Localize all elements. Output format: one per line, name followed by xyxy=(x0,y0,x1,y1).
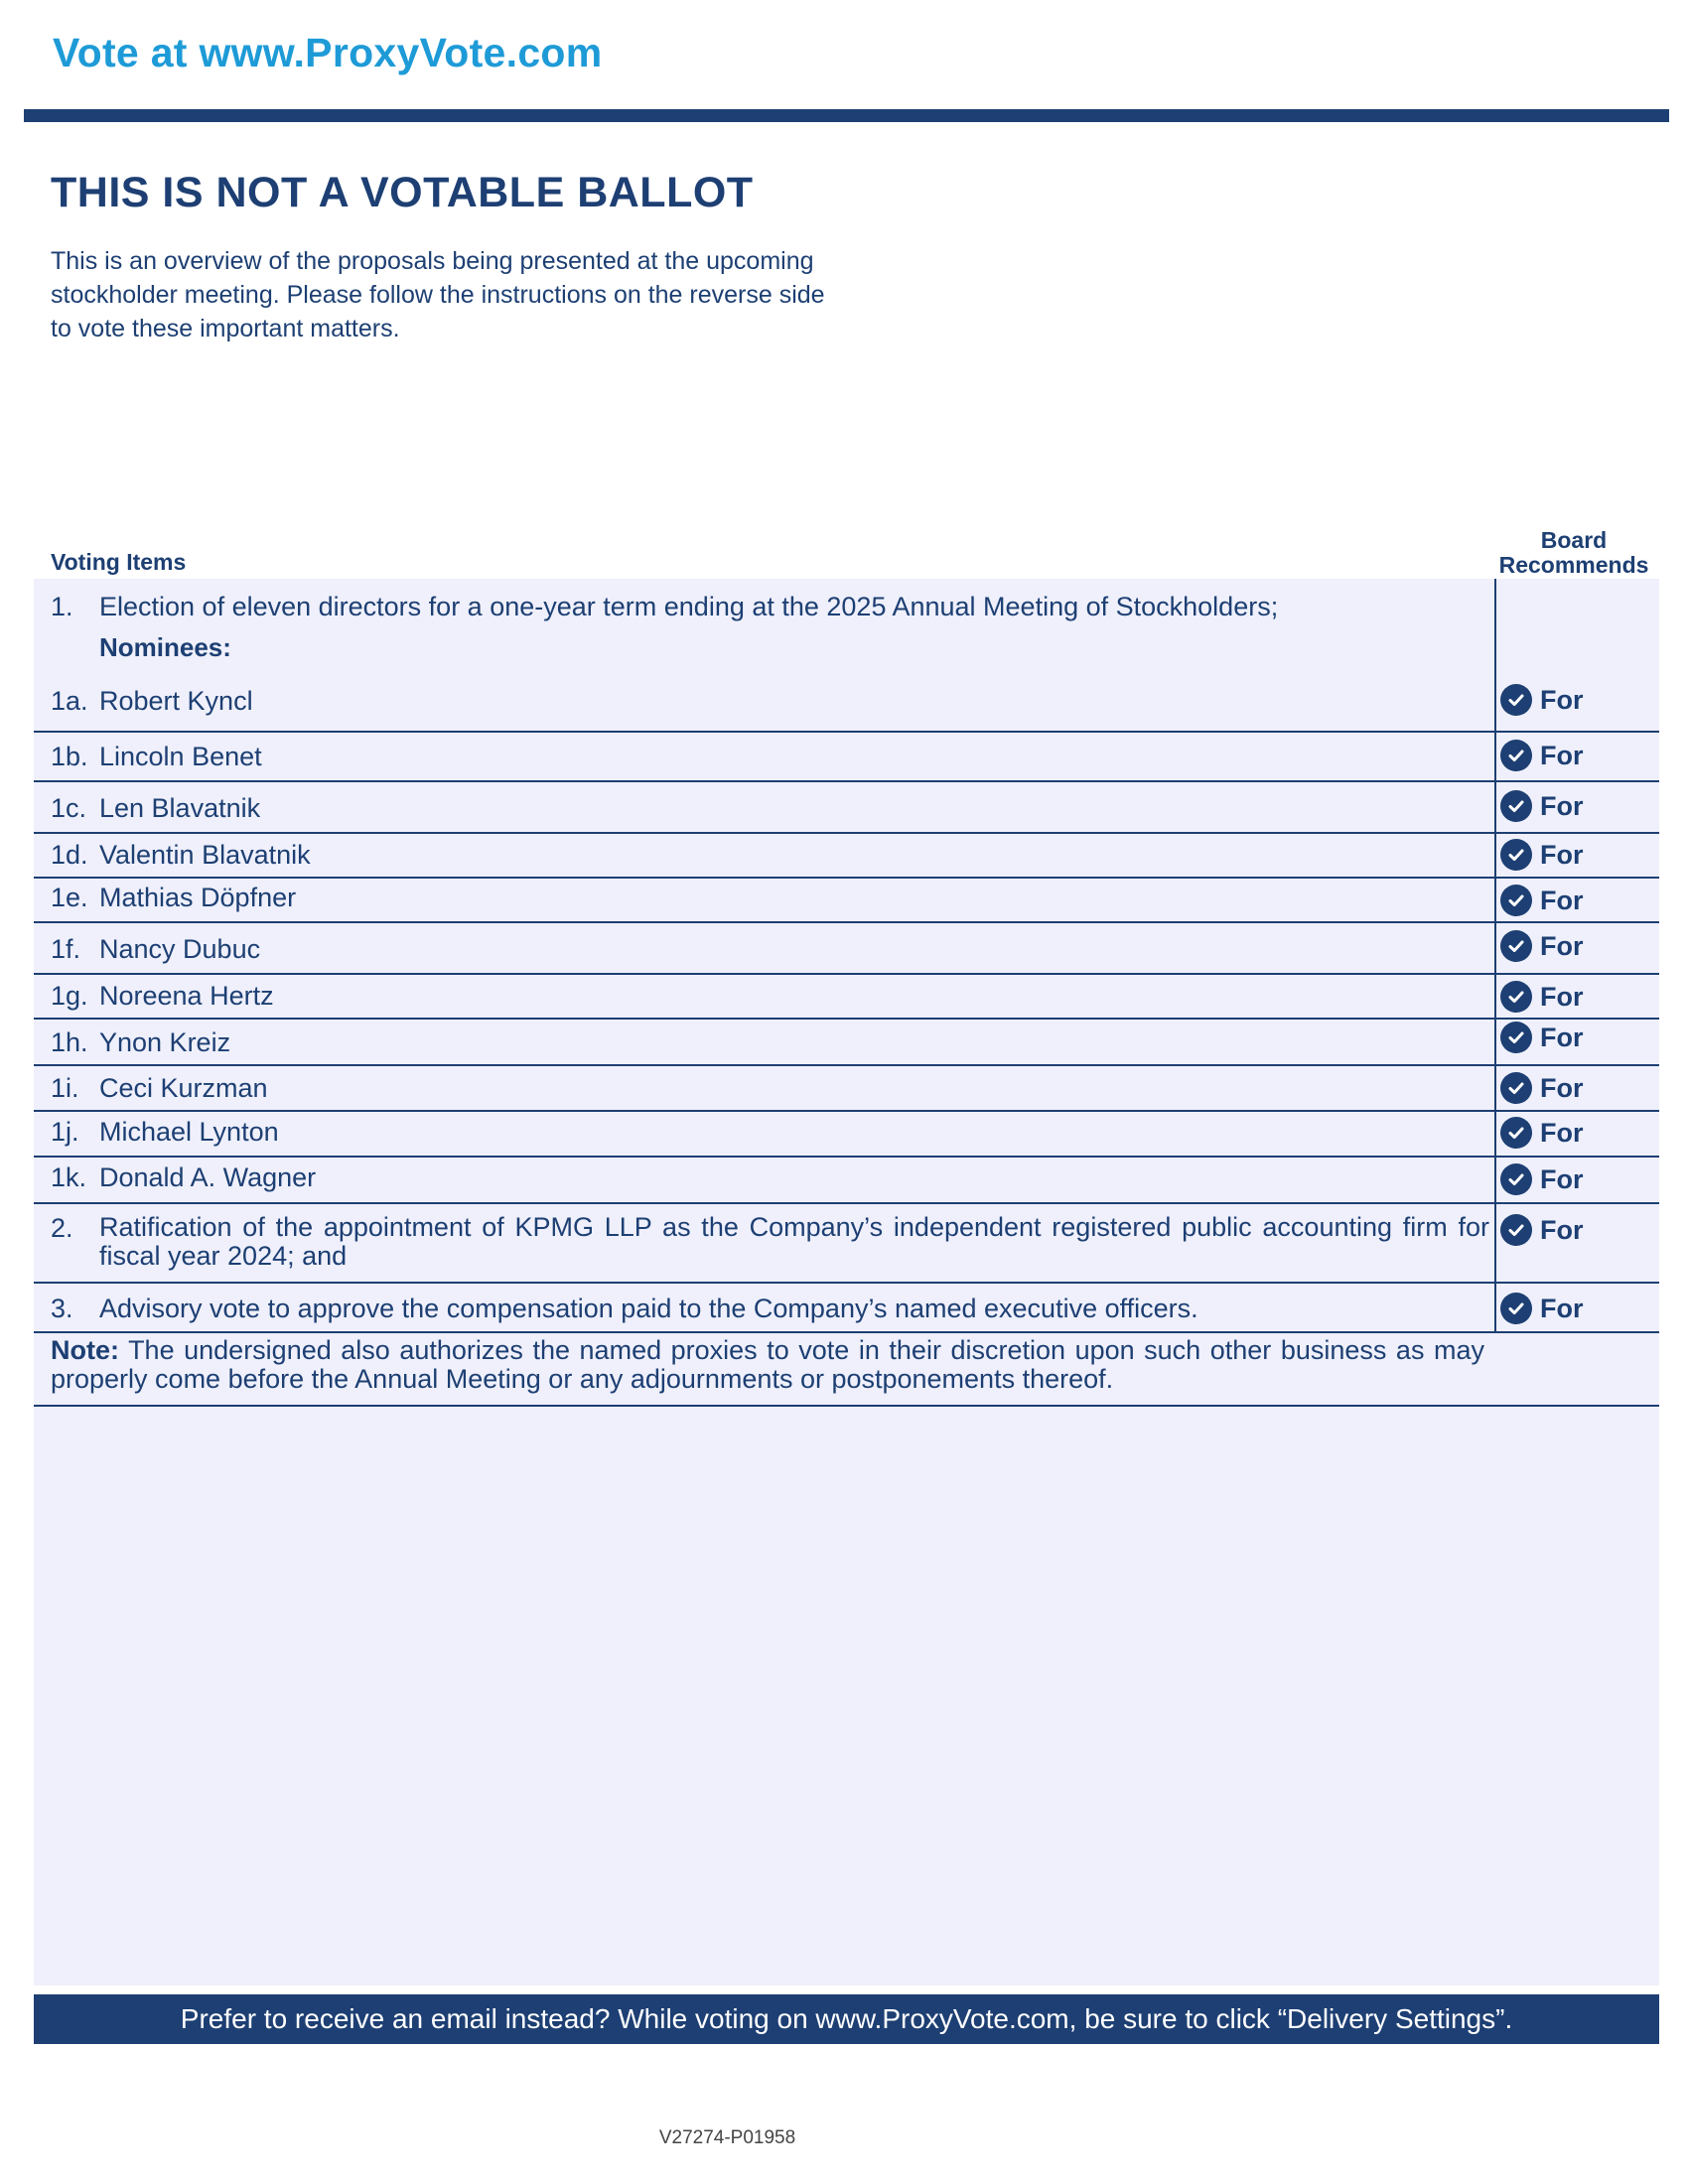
nominee-number: 1b. xyxy=(51,742,88,771)
nominee-name: Nancy Dubuc xyxy=(99,934,261,964)
nominee-name: Ynon Kreiz xyxy=(99,1027,231,1057)
board-recommendation xyxy=(1500,839,1584,871)
checkmark-icon xyxy=(1500,930,1532,962)
nominee-number: 1d. xyxy=(51,840,88,870)
proposal-number: 1. xyxy=(51,592,73,621)
board-recommendation xyxy=(1500,885,1584,916)
board-recommendation xyxy=(1500,684,1584,716)
checkmark-icon xyxy=(1500,885,1532,916)
recommendation-label: For xyxy=(1540,740,1584,770)
nominee-number: 1h. xyxy=(51,1027,88,1057)
board-column-divider xyxy=(1494,579,1496,1333)
nominee-number: 1e. xyxy=(51,883,88,912)
delivery-settings-banner: Prefer to receive an email instead? While voting on www.ProxyVote.com, be sure to click “Delivery Settings”. xyxy=(34,1994,1659,2044)
nominee-name: Valentin Blavatnik xyxy=(99,840,311,870)
nominee-number: 1g. xyxy=(51,981,88,1011)
board-recommendation xyxy=(1500,1163,1584,1195)
proposal-text: Ratification of the appointment of KPMG LLP as the Company’s independent registered public accounting firm for fiscal year 2024; and xyxy=(99,1212,1489,1271)
proposal-text: Advisory vote to approve the compensation paid to the Company’s named executive officers. xyxy=(99,1294,1198,1323)
nominee-row xyxy=(34,782,1659,834)
nominee-name: Ceci Kurzman xyxy=(99,1073,268,1103)
board-recommendation xyxy=(1500,930,1584,962)
page-title: THIS IS NOT A VOTABLE BALLOT xyxy=(51,169,754,216)
note-label: Note: xyxy=(51,1335,119,1365)
checkmark-icon xyxy=(1500,1072,1532,1104)
nominee-number: 1k. xyxy=(51,1162,87,1192)
recommendation-label: For xyxy=(1540,930,1584,961)
proposal-number: 3. xyxy=(51,1294,73,1323)
nominee-row xyxy=(34,1066,1659,1112)
nominee-number: 1a. xyxy=(51,686,88,716)
nominee-row xyxy=(34,923,1659,975)
proposal-number: 2. xyxy=(51,1213,73,1243)
nominee-name: Michael Lynton xyxy=(99,1117,279,1147)
recommendation-label: For xyxy=(1540,1022,1584,1052)
proposal-2-row xyxy=(34,1204,1659,1284)
board-recommendation xyxy=(1500,740,1584,771)
proposal-1-row xyxy=(34,579,1659,733)
note-body: The undersigned also authorizes the named proxies to vote in their discretion upon such other business as may properly come before the Annual Meeting or any adjournments or postponements thereof. xyxy=(51,1335,1484,1394)
job-code: V27274-P01958 xyxy=(658,2127,796,2148)
checkmark-icon xyxy=(1500,740,1532,771)
nominee-name: Len Blavatnik xyxy=(99,793,261,823)
board-recommendation xyxy=(1500,1293,1584,1324)
note-rule xyxy=(34,1405,1659,1407)
recommendation-label: For xyxy=(1540,981,1584,1012)
checkmark-icon xyxy=(1500,1214,1532,1246)
checkmark-icon xyxy=(1500,1117,1532,1149)
board-recommendation xyxy=(1500,981,1584,1013)
checkmark-icon xyxy=(1500,1022,1532,1053)
recommendation-label: For xyxy=(1540,839,1584,870)
voting-items-header: Voting Items xyxy=(51,549,187,575)
nominees-label: Nominees: xyxy=(99,632,231,662)
checkmark-icon xyxy=(1500,839,1532,871)
board-header-line1: Board xyxy=(1540,527,1608,553)
header-rule xyxy=(24,109,1669,122)
board-recommendation xyxy=(1500,1117,1584,1149)
nominee-name: Robert Kyncl xyxy=(99,686,253,716)
proposal-3-row xyxy=(34,1284,1659,1333)
board-recommends-header xyxy=(1494,528,1653,578)
nominee-number: 1f. xyxy=(51,934,81,964)
nominee-row xyxy=(34,834,1659,879)
nominee-name: Noreena Hertz xyxy=(99,981,274,1011)
recommendation-label: For xyxy=(1540,1163,1584,1194)
board-recommendation xyxy=(1500,1072,1584,1104)
vote-url-header: Vote at www.ProxyVote.com xyxy=(53,30,603,75)
checkmark-icon xyxy=(1500,1293,1532,1324)
recommendation-label: For xyxy=(1540,1293,1584,1323)
nominee-row xyxy=(34,1112,1659,1158)
recommendation-label: For xyxy=(1540,790,1584,821)
nominee-row xyxy=(34,975,1659,1020)
nominee-row xyxy=(34,1158,1659,1204)
nominee-row xyxy=(34,1020,1659,1066)
board-recommendation xyxy=(1500,1022,1584,1053)
checkmark-icon xyxy=(1500,981,1532,1013)
nominee-name: Mathias Döpfner xyxy=(99,883,297,912)
checkmark-icon xyxy=(1500,790,1532,822)
nominee-name: Donald A. Wagner xyxy=(99,1162,317,1192)
proposal-text: Election of eleven directors for a one-year term ending at the 2025 Annual Meeting of Stockholders; xyxy=(99,592,1279,621)
recommendation-label: For xyxy=(1540,1214,1584,1245)
intro-text: This is an overview of the proposals being presented at the upcoming stockholder meeting. Please follow the instructions on the reverse side to vote these important matters. xyxy=(51,247,825,342)
note-text xyxy=(51,1336,1484,1394)
nominee-name: Lincoln Benet xyxy=(99,742,262,771)
nominee-number: 1j. xyxy=(51,1117,79,1147)
recommendation-label: For xyxy=(1540,1072,1584,1103)
nominee-row xyxy=(34,879,1659,923)
checkmark-icon xyxy=(1500,684,1532,716)
board-recommendation xyxy=(1500,1214,1584,1246)
nominee-number: 1i. xyxy=(51,1073,79,1103)
nominee-row xyxy=(34,733,1659,782)
nominee-number: 1c. xyxy=(51,793,87,823)
recommendation-label: For xyxy=(1540,885,1584,915)
recommendation-label: For xyxy=(1540,684,1584,715)
board-recommendation xyxy=(1500,790,1584,822)
checkmark-icon xyxy=(1500,1163,1532,1195)
recommendation-label: For xyxy=(1540,1117,1584,1148)
board-header-line2: Recommends xyxy=(1498,552,1649,578)
